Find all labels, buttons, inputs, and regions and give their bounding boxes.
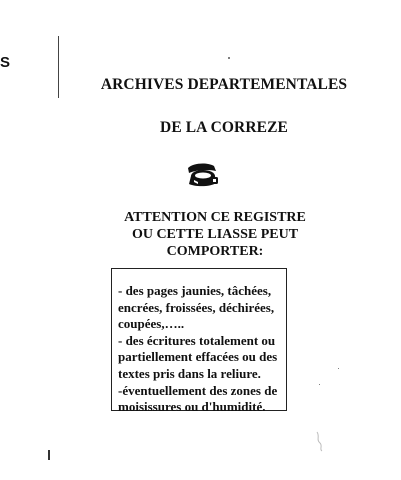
pencil-mark <box>314 430 326 452</box>
warning-line: OU CETTE LIASSE PEUT <box>131 227 299 242</box>
warning-line: ATTENTION CE REGISTRE <box>124 210 306 225</box>
archive-emblem-icon <box>185 162 219 188</box>
notice-line: partiellement effacées ou des <box>118 349 278 365</box>
notice-line: coupées,….. <box>118 316 185 332</box>
edge-letter: S <box>0 54 11 71</box>
notice-box <box>111 268 287 415</box>
notice-line: textes pris dans la reliure. <box>118 365 261 381</box>
warning-heading <box>100 209 330 260</box>
binding-line <box>58 36 59 98</box>
speck <box>338 368 339 369</box>
notice-line: - des écritures totalement ou <box>118 332 276 348</box>
notice-line: -éventuellement des zones de <box>118 382 278 398</box>
header-title-line-1: ARCHIVES DEPARTEMENTALES <box>100 76 348 93</box>
notice-line: - des pages jaunies, tâchées, <box>118 283 272 298</box>
binding-mark <box>48 450 50 460</box>
notice-line: moisissures ou d'humidité. <box>118 399 266 415</box>
notice-line: encrées, froissées, déchirées, <box>118 299 275 315</box>
header-title-line-2: DE LA CORREZE <box>160 119 288 136</box>
warning-line: COMPORTER: <box>166 244 264 259</box>
speck <box>228 57 230 59</box>
speck <box>319 384 320 385</box>
